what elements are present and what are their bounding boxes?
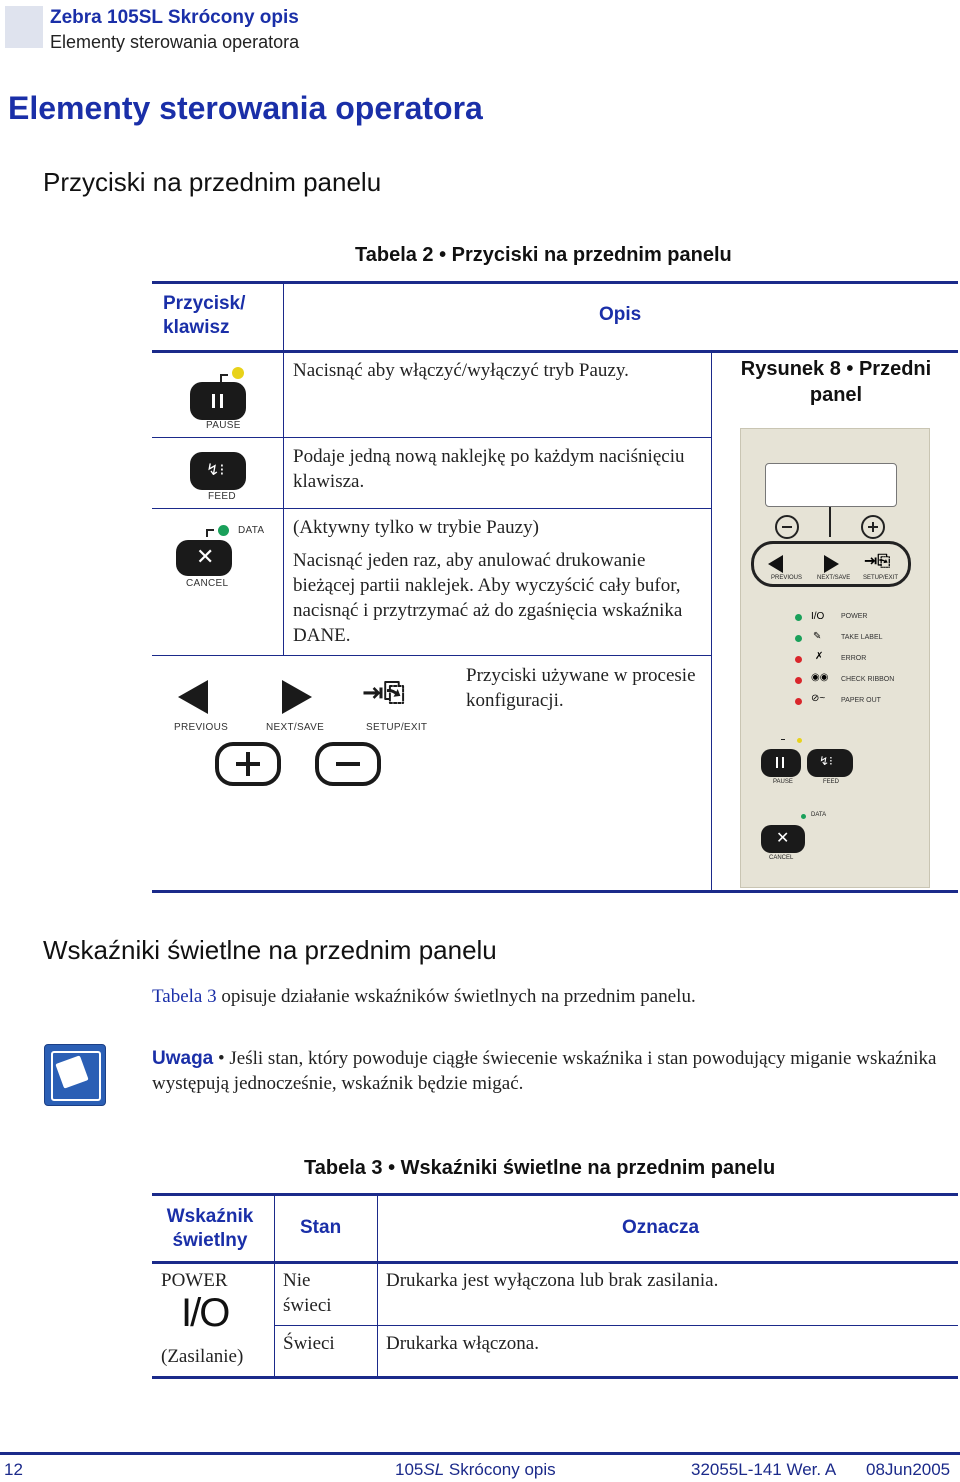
- table2-col2-header: Opis: [599, 304, 642, 325]
- page-title: Elementy sterowania operatora: [8, 90, 483, 126]
- table2-bottom-rule: [152, 890, 958, 893]
- power-led-icon: [795, 614, 802, 621]
- row-cancel-desc: Nacisnąć jeden raz, aby anulować drukowanie bieżącej partii naklejek. Aby wyczyścić cały bufor, nacisnąć i przytrzymać aż do zgaśnięcia wskaźnika DANE.: [293, 550, 683, 646]
- table2-figure-divider: [711, 353, 712, 890]
- ribbon-symbol-icon: ◉◉: [811, 672, 829, 683]
- section-heading-indicators: Wskaźniki świetlne na przednim panelu: [43, 935, 497, 965]
- footer-doc-prefix: 105: [395, 1460, 424, 1479]
- data-led-icon: [218, 525, 229, 536]
- lcd-display: [765, 463, 897, 507]
- row-setup-desc: Przyciski używane w procesie konfiguracji.: [466, 665, 696, 711]
- plus-small-icon: [861, 515, 885, 539]
- note-icon: [44, 1044, 106, 1106]
- cancel-led-label: DATA: [238, 525, 265, 536]
- panel-cancel-button-icon: ✕: [761, 825, 805, 853]
- indicator-check-ribbon-label: CHECK RIBBON: [841, 676, 895, 683]
- table2-top-rule: [152, 281, 958, 284]
- pause-led-icon: [232, 367, 244, 379]
- panel-data-led-icon: [801, 814, 806, 819]
- minus-button-icon: [315, 742, 381, 786]
- table3-top-rule: [152, 1193, 958, 1196]
- take-label-led-icon: [795, 635, 802, 642]
- indicator-error-label: ERROR: [841, 655, 867, 662]
- feed-key-label: FEED: [208, 491, 236, 502]
- panel-pause-led-icon: [797, 738, 802, 743]
- cancel-key-graphic: [172, 520, 272, 592]
- paper-symbol-icon: ⊘~: [811, 693, 826, 704]
- panel-feed-button-icon: ↯⁝: [807, 749, 853, 777]
- check-ribbon-led-icon: [795, 677, 802, 684]
- feed-key-graphic: [176, 448, 266, 506]
- panel-nav-label-next: NEXT/SAVE: [817, 575, 851, 581]
- note-separator: •: [213, 1048, 230, 1069]
- panel-previous-icon: [768, 555, 783, 573]
- feed-button-icon: ↯⁝: [190, 452, 246, 490]
- panel-cancel-label: CANCEL: [769, 855, 794, 861]
- footer-doc-suffix: Skrócony opis: [444, 1460, 556, 1479]
- error-symbol-icon: ✗: [815, 651, 824, 662]
- cancel-button-icon: ✕: [176, 540, 232, 576]
- table3-link[interactable]: Tabela 3: [152, 986, 217, 1007]
- setup-key-label: SETUP/EXIT: [366, 722, 428, 733]
- header-section-subtitle: Elementy sterowania operatora: [50, 32, 300, 52]
- indicator-power-label: POWER: [841, 613, 868, 620]
- table2-col-divider: [283, 284, 284, 656]
- table3-col-divider: [377, 1196, 378, 1376]
- note-label: Uwaga: [152, 1048, 214, 1069]
- indicator-take-label: TAKE LABEL: [841, 634, 883, 641]
- header-marker: [5, 6, 43, 48]
- indicator-sub: (Zasilanie): [161, 1346, 244, 1367]
- row-on-state: Świeci: [283, 1333, 335, 1354]
- table3-col1-header: Wskaźnik świetlny: [166, 1206, 254, 1251]
- row-cancel-note: (Aktywny tylko w trybie Pauzy): [293, 517, 539, 538]
- row-on-meaning: Drukarka włączona.: [386, 1333, 539, 1354]
- previous-key-label: PREVIOUS: [174, 722, 229, 733]
- indicator-name: POWER: [161, 1270, 228, 1291]
- table2-row-divider: [152, 508, 711, 509]
- minus-small-icon: [775, 515, 799, 539]
- table2-header-rule: [152, 350, 958, 353]
- section-heading-buttons: Przyciski na przednim panelu: [43, 167, 382, 197]
- panel-pause-button-icon: [761, 749, 801, 777]
- panel-feed-label: FEED: [823, 779, 840, 785]
- table3-row-divider: [275, 1325, 958, 1326]
- pause-key-graphic: [176, 362, 266, 434]
- table3-col3-header: Oznacza: [622, 1217, 700, 1238]
- note-text: Jeśli stan, który powoduje ciągłe świecenie wskaźnika i stan powodujący miganie wskaźnika występują jednocześnie, wskaźnik będzie migać.: [152, 1048, 937, 1094]
- footer-rule: [0, 1452, 960, 1455]
- section2-intro: [152, 984, 932, 1009]
- panel-divider-line: [829, 507, 831, 537]
- pause-button-icon: [190, 382, 246, 420]
- setup-exit-icon: ⇥⎘: [362, 678, 405, 708]
- power-symbol-icon: I/O: [811, 611, 825, 622]
- table3-bottom-rule: [152, 1376, 958, 1379]
- row-pause-desc: Nacisnąć aby włączyć/wyłączyć tryb Pauzy.: [293, 360, 629, 381]
- power-io-icon: I/O: [181, 1291, 229, 1335]
- row-off-state: Nie świeci: [283, 1270, 332, 1316]
- error-led-icon: [795, 656, 802, 663]
- section2-intro-text: opisuje działanie wskaźników świetlnych na przednim panelu.: [216, 986, 696, 1007]
- row-feed-desc: Podaje jedną nową naklejkę po każdym naciśnięciu klawisza.: [293, 446, 685, 492]
- table3-col2-header: Stan: [300, 1217, 342, 1238]
- table3-header-rule: [152, 1261, 958, 1264]
- note-paragraph: [152, 1046, 942, 1096]
- previous-arrow-icon: [178, 680, 208, 714]
- figure8-caption: Rysunek 8 • Przedni panel: [740, 358, 932, 406]
- footer-doc-title: [395, 1460, 556, 1480]
- panel-nav-label-prev: PREVIOUS: [771, 575, 803, 581]
- cancel-key-label: CANCEL: [186, 578, 229, 589]
- plus-button-icon: [215, 742, 281, 786]
- paper-out-led-icon: [795, 698, 802, 705]
- footer-date: 08Jun2005: [866, 1460, 951, 1479]
- panel-setup-icon: ⇥⎘: [864, 551, 891, 570]
- table2-row-divider: [152, 437, 711, 438]
- table2-col1-header: Przycisk/ klawisz: [163, 293, 246, 338]
- panel-nav-label-setup: SETUP/EXIT: [863, 575, 899, 581]
- footer-doc-italic: SL: [423, 1460, 445, 1479]
- footer-doc-ref: 32055L-141 Wer. A: [691, 1460, 837, 1479]
- pause-key-label: PAUSE: [206, 420, 241, 431]
- table2-caption: Tabela 2 • Przyciski na przednim panelu: [355, 244, 732, 266]
- table3-col-divider: [274, 1196, 275, 1376]
- table2-row-divider: [152, 655, 711, 656]
- next-arrow-icon: [282, 680, 312, 714]
- footer-page-number: 12: [4, 1460, 23, 1479]
- header-product-title: Zebra 105SL Skrócony opis: [50, 7, 299, 28]
- front-panel-figure: [740, 428, 930, 888]
- row-off-meaning: Drukarka jest wyłączona lub brak zasilania.: [386, 1270, 719, 1291]
- panel-data-label: DATA: [811, 812, 827, 818]
- table3-caption: Tabela 3 • Wskaźniki świetlne na przednim panelu: [304, 1157, 776, 1179]
- setup-keys-graphic: [170, 672, 460, 787]
- next-key-label: NEXT/SAVE: [266, 722, 325, 733]
- panel-pause-label: PAUSE: [773, 779, 793, 785]
- take-label-symbol-icon: ✎: [813, 631, 822, 642]
- panel-next-icon: [824, 555, 839, 573]
- indicator-paper-out-label: PAPER OUT: [841, 697, 881, 704]
